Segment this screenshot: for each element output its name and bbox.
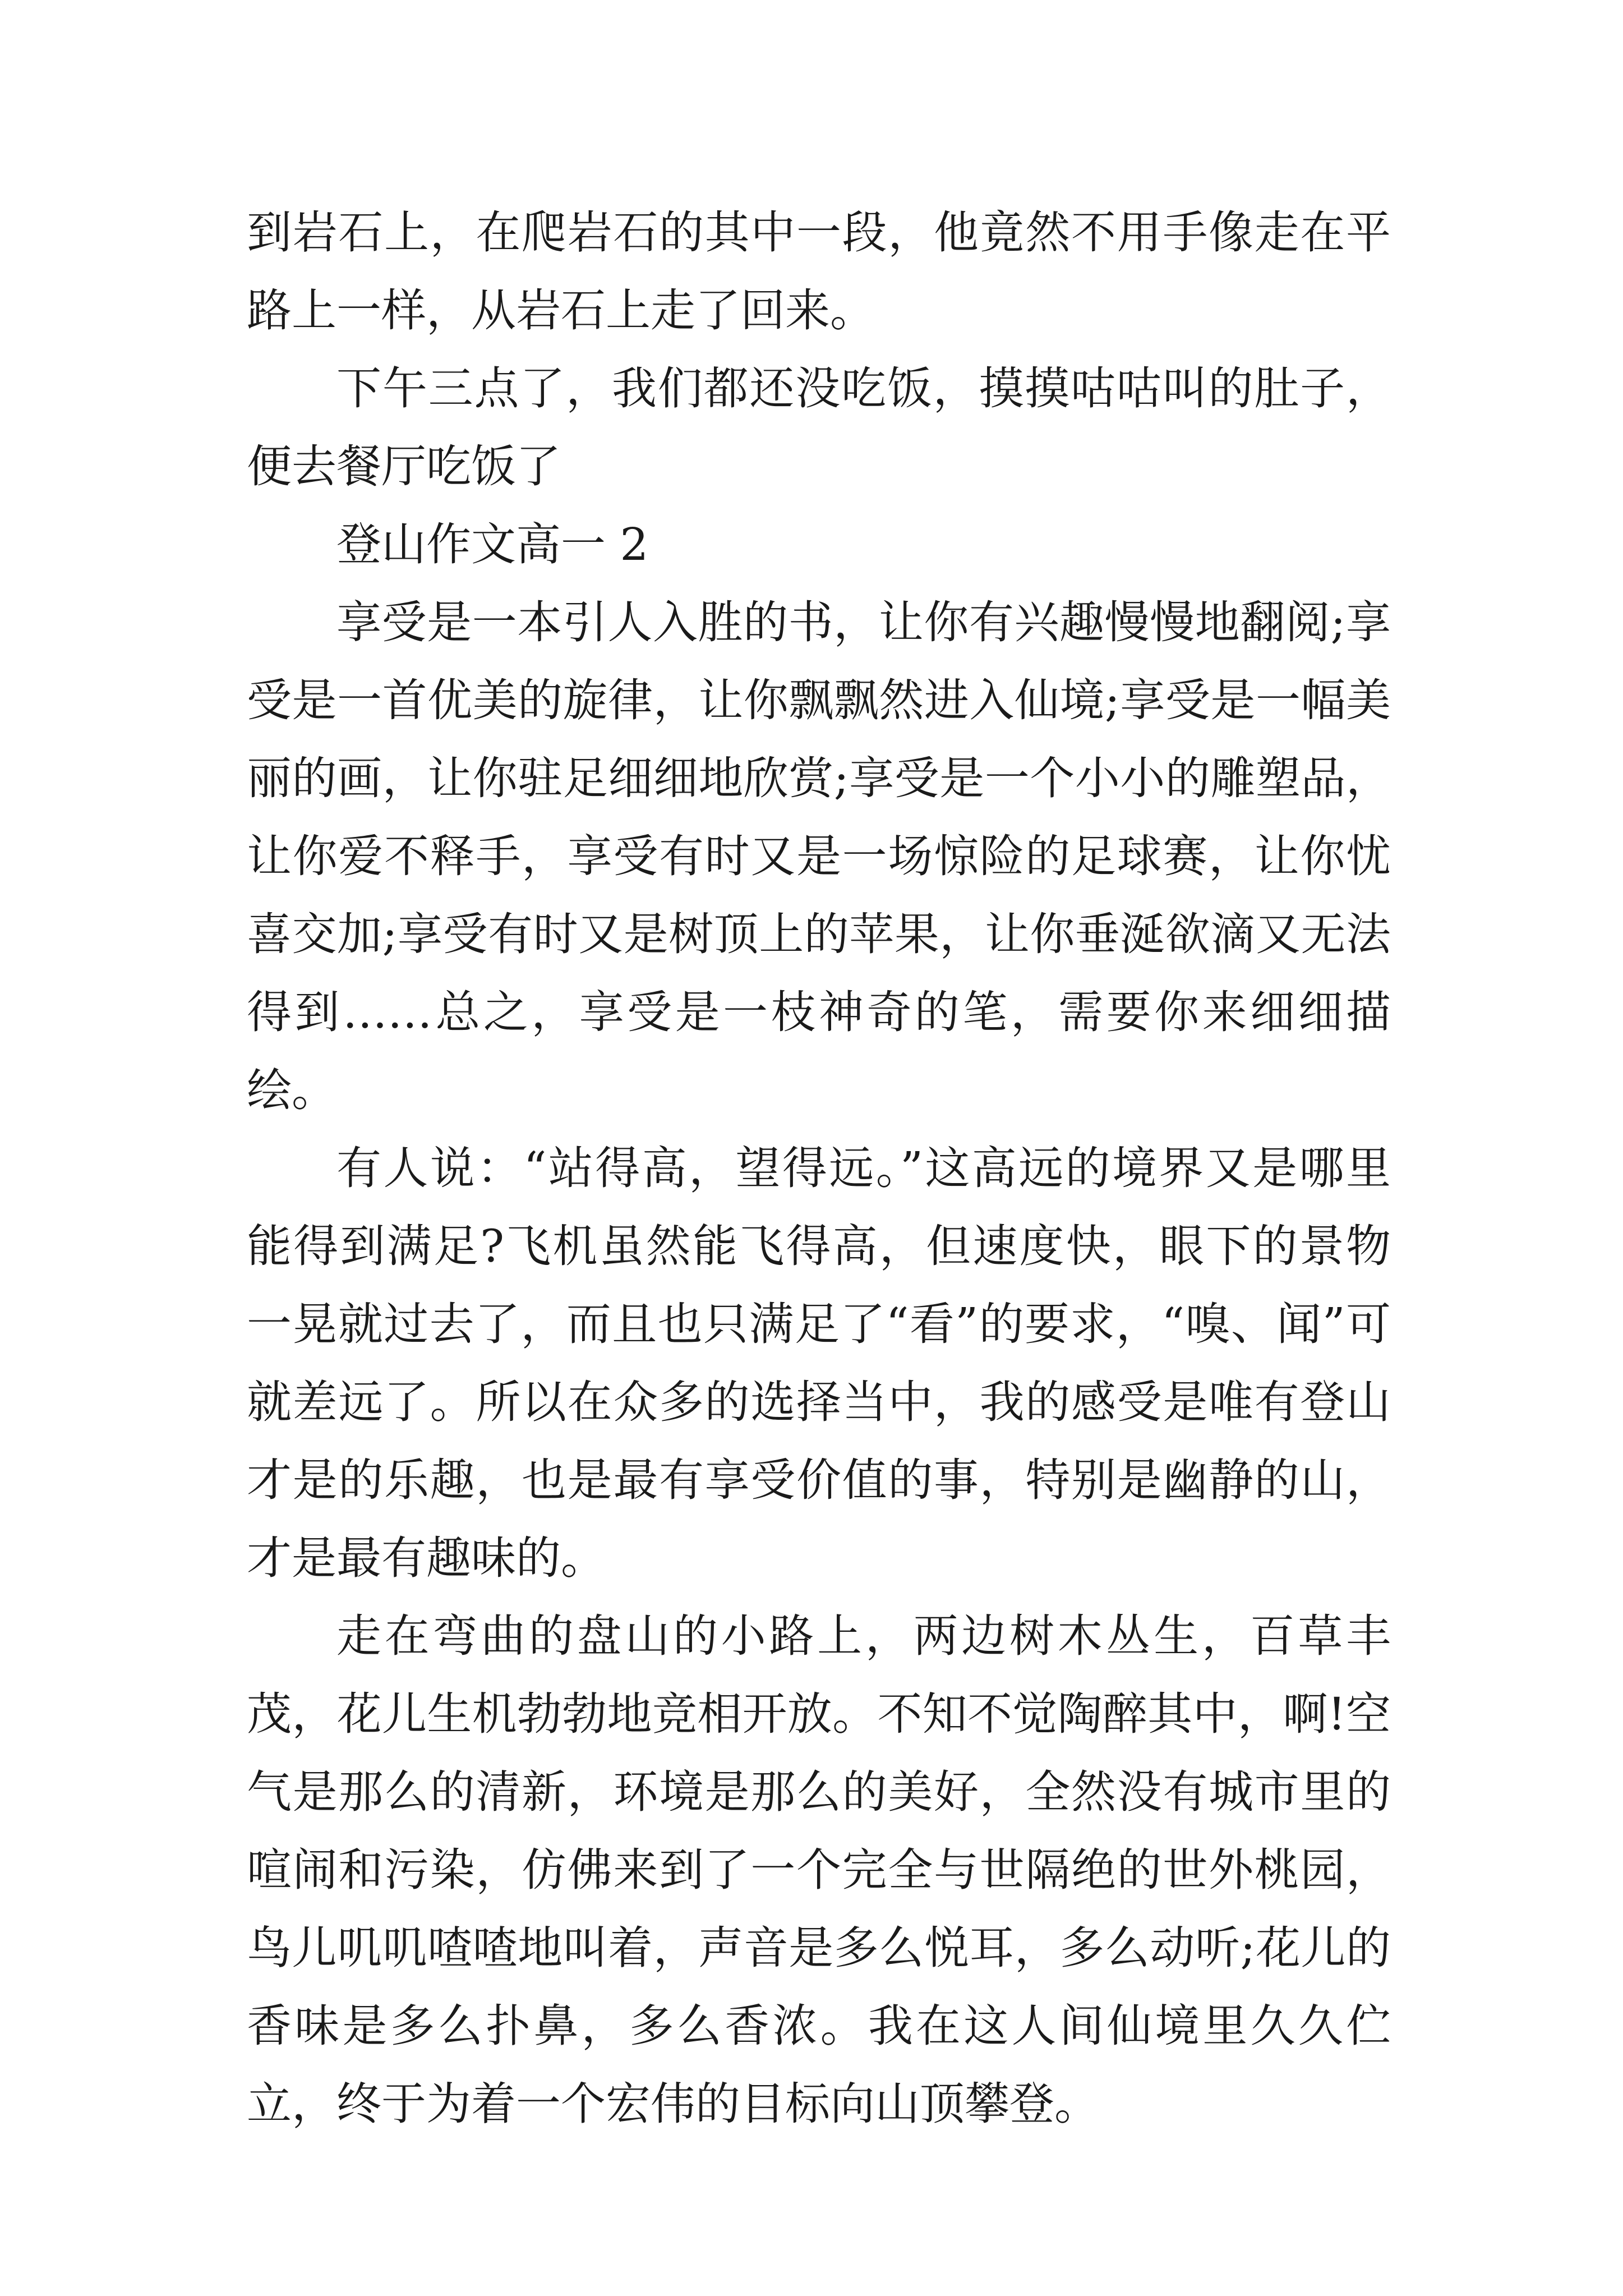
paragraph-stand-high: 有人说：“站得高，望得远。”这高远的境界又是哪里能得到满足?飞机虽然能飞得高，但速度快，眼下的景物一晃就过去了，而且也只满足了“看”的要求，“嗅、闻”可就差远了。所以在众多的选择当中，我的感受是唯有登山才是的乐趣，也是最有享受价值的事，特别是幽静的山，才是最有趣味的。	[247, 1142, 1391, 1584]
section-heading: 登山作文高一 2	[336, 518, 649, 570]
paragraph-mountain-path: 走在弯曲的盘山的小路上，两边树木丛生，百草丰茂，花儿生机勃勃地竞相开放。不知不觉陶醉其中，啊!空气是那么的清新，环境是那么的美好，全然没有城市里的喧闹和污染，仿佛来到了一个完全与世隔绝的世外桃园，鸟儿叽叽喳喳地叫着，声音是多么悦耳，多么动听;花儿的香味是多么扑鼻，多么香浓。我在这人间仙境里久久伫立，终于为着一个宏伟的目标向山顶攀登。	[247, 1610, 1391, 2130]
paragraph-enjoyment: 享受是一本引人入胜的书，让你有兴趣慢慢地翻阅;享受是一首优美的旋律，让你飘飘然进入仙境;享受是一幅美丽的画，让你驻足细细地欣赏;享受是一个小小的雕塑品，让你爱不释手，享受有时又是一场惊险的足球赛，让你忧喜交加;享受有时又是树顶上的苹果，让你垂涎欲滴又无法得到……总之，享受是一枝神奇的笔，需要你来细细描绘。	[247, 596, 1391, 1116]
paragraph-continuation: 到岩石上，在爬岩石的其中一段，他竟然不用手像走在平路上一样，从岩石上走了回来。	[247, 206, 1391, 337]
paragraph-lunch: 下午三点了，我们都还没吃饭，摸摸咕咕叫的肚子，便去餐厅吃饭了	[247, 362, 1391, 493]
document-body	[247, 194, 1391, 2143]
